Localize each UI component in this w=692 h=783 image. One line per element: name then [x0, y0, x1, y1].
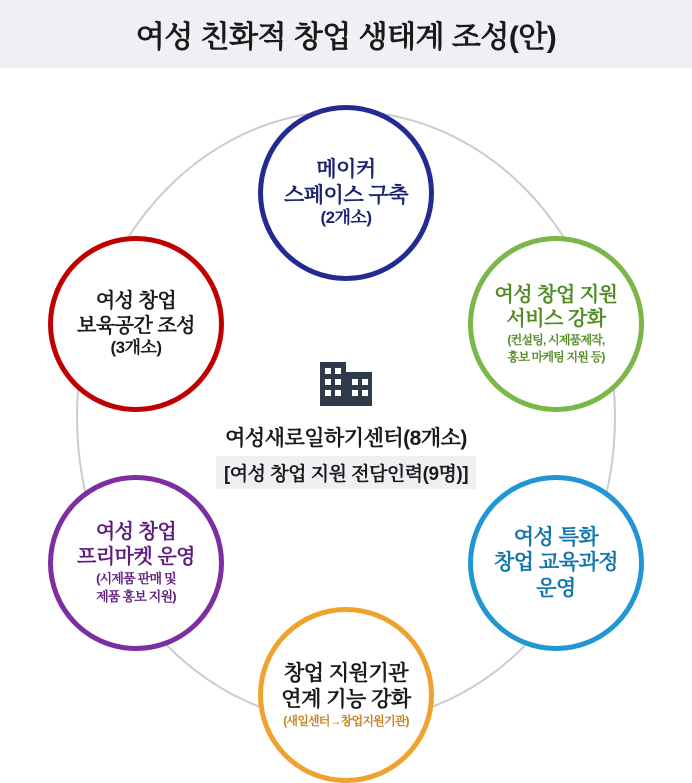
node-startup-support-service-line3: (컨설팅, 시제품제작, [507, 333, 605, 348]
node-pre-market-line4: 제품 홍보 지원) [96, 589, 176, 605]
node-specialized-education-line3: 운영 [536, 576, 576, 600]
node-agency-linkage[interactable] [258, 607, 434, 783]
node-agency-linkage-line1: 창업 지원기관 [283, 661, 409, 685]
node-pre-market-line2: 프리마켓 운영 [77, 545, 195, 568]
center-block [176, 328, 516, 508]
building-icon [314, 348, 378, 412]
center-subtitle: [여성 창업 지원 전담인력(9명)] [216, 456, 476, 489]
node-specialized-education-line1: 여성 특화 [513, 525, 599, 549]
page-title-bar [0, 0, 692, 68]
node-maker-space[interactable] [258, 105, 434, 281]
node-incubation-space-line1: 여성 창업 [95, 290, 177, 313]
node-agency-linkage-line2: 연계 기능 강화 [281, 687, 411, 711]
node-pre-market-line1: 여성 창업 [95, 521, 177, 544]
page-title: 여성 친화적 창업 생태계 조성(안) [135, 21, 557, 54]
ecosystem-diagram [0, 68, 692, 775]
node-pre-market-line3: (시제품 판매 및 [96, 571, 176, 587]
node-agency-linkage-line3: (새일센터→창업지원기관) [283, 714, 409, 729]
node-startup-support-service-line1: 여성 창업 지원 [494, 283, 618, 306]
node-maker-space-line3: (2개소) [320, 208, 372, 228]
node-startup-support-service-line2: 서비스 강화 [506, 308, 606, 330]
node-maker-space-line1: 메이커 [316, 158, 376, 182]
center-title: 여성새로일하기센터(8개소) [225, 426, 467, 450]
node-specialized-education-line2: 창업 교육과정 [493, 551, 619, 575]
node-incubation-space-line2: 보육공간 조성 [77, 314, 195, 337]
node-incubation-space-line3: (3개소) [110, 338, 162, 358]
node-maker-space-line2: 스페이스 구축 [283, 183, 409, 207]
node-startup-support-service-line4: 홍보 마케팅 지원 등) [507, 350, 605, 365]
